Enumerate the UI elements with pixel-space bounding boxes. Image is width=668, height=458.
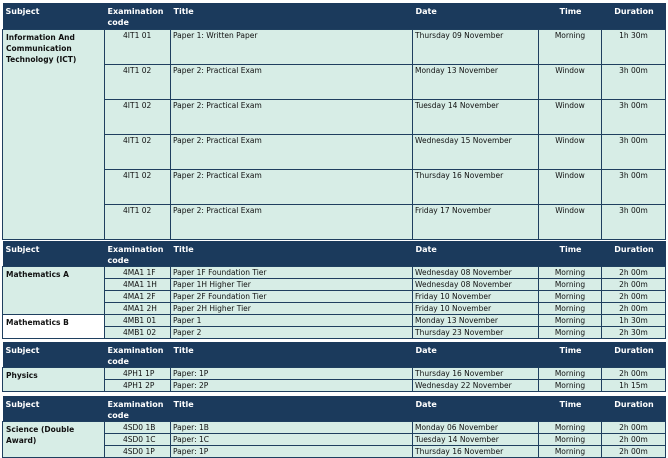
exam-code-cell: 4IT1 02: [105, 134, 171, 169]
date-cell: Wednesday 22 November: [413, 380, 539, 392]
table-row: [3, 368, 666, 380]
physics-table: [2, 342, 666, 392]
time-cell: Morning: [539, 422, 602, 434]
title-cell: Paper 2: Practical Exam: [171, 204, 413, 239]
duration-cell: 1h 30m: [602, 315, 666, 327]
date-header: Date: [413, 396, 539, 422]
date-cell: Wednesday 15 November: [413, 134, 539, 169]
duration-header: Duration: [602, 342, 666, 368]
date-header: Date: [413, 3, 539, 29]
time-cell: Morning: [539, 29, 602, 64]
date-cell: Thursday 16 November: [413, 169, 539, 204]
duration-cell: 2h 00m: [602, 279, 666, 291]
time-cell: Morning: [539, 380, 602, 392]
title-cell: Paper 2: Practical Exam: [171, 169, 413, 204]
date-cell: Thursday 09 November: [413, 29, 539, 64]
date-cell: Friday 10 November: [413, 303, 539, 315]
subject-cell: Mathematics B: [3, 315, 105, 339]
subject-cell: Mathematics A: [3, 267, 105, 315]
duration-cell: 2h 00m: [602, 368, 666, 380]
exam-code-cell: 4PH1 2P: [105, 380, 171, 392]
table-header-row: [3, 3, 666, 29]
duration-cell: 3h 00m: [602, 64, 666, 99]
date-header: Date: [413, 241, 539, 267]
exam-code-header: Examination code: [105, 342, 171, 368]
date-cell: Tuesday 14 November: [413, 434, 539, 446]
time-cell: Window: [539, 64, 602, 99]
time-cell: Window: [539, 134, 602, 169]
exam-code-cell: 4IT1 01: [105, 29, 171, 64]
title-cell: Paper 2: [171, 327, 413, 339]
table-header-row: [3, 396, 666, 422]
exam-code-cell: 4MA1 1H: [105, 279, 171, 291]
duration-cell: 1h 15m: [602, 380, 666, 392]
table-row: [3, 422, 666, 434]
duration-header: Duration: [602, 396, 666, 422]
time-cell: Morning: [539, 267, 602, 279]
exam-code-cell: 4SD0 1C: [105, 434, 171, 446]
duration-cell: 2h 00m: [602, 446, 666, 458]
table-header-row: [3, 342, 666, 368]
duration-cell: 2h 00m: [602, 267, 666, 279]
date-cell: Thursday 16 November: [413, 446, 539, 458]
duration-cell: 2h 00m: [602, 434, 666, 446]
duration-cell: 2h 00m: [602, 303, 666, 315]
subject-cell: Science (Double Award): [3, 422, 105, 458]
time-cell: Morning: [539, 315, 602, 327]
date-cell: Thursday 16 November: [413, 368, 539, 380]
exam-code-cell: 4MA1 2F: [105, 291, 171, 303]
date-cell: Tuesday 14 November: [413, 99, 539, 134]
duration-cell: 3h 00m: [602, 134, 666, 169]
exam-code-cell: 4IT1 02: [105, 99, 171, 134]
exam-code-cell: 4IT1 02: [105, 64, 171, 99]
time-header: Time: [539, 342, 602, 368]
title-cell: Paper 2: Practical Exam: [171, 64, 413, 99]
subject-header: Subject: [3, 3, 105, 29]
subject-cell: Information And Communication Technology (ICT): [3, 29, 105, 239]
date-header: Date: [413, 342, 539, 368]
exam-code-header: Examination code: [105, 396, 171, 422]
science-table: [2, 396, 666, 458]
duration-cell: 2h 30m: [602, 327, 666, 339]
subject-cell: Physics: [3, 368, 105, 392]
time-cell: Morning: [539, 279, 602, 291]
date-cell: Monday 13 November: [413, 315, 539, 327]
mathematics-table: [2, 241, 666, 339]
duration-cell: 3h 00m: [602, 99, 666, 134]
time-header: Time: [539, 241, 602, 267]
subject-header: Subject: [3, 241, 105, 267]
time-header: Time: [539, 3, 602, 29]
title-cell: Paper: 1B: [171, 422, 413, 434]
title-cell: Paper 2: Practical Exam: [171, 134, 413, 169]
title-cell: Paper 1: [171, 315, 413, 327]
table-row: [3, 29, 666, 64]
date-cell: Friday 17 November: [413, 204, 539, 239]
time-cell: Morning: [539, 434, 602, 446]
duration-cell: 3h 00m: [602, 169, 666, 204]
date-cell: Wednesday 08 November: [413, 267, 539, 279]
duration-header: Duration: [602, 241, 666, 267]
subject-header: Subject: [3, 396, 105, 422]
time-cell: Morning: [539, 446, 602, 458]
exam-code-header: Examination code: [105, 241, 171, 267]
exam-code-cell: 4IT1 02: [105, 169, 171, 204]
date-cell: Friday 10 November: [413, 291, 539, 303]
time-cell: Morning: [539, 303, 602, 315]
title-cell: Paper: 1P: [171, 368, 413, 380]
table-header-row: [3, 241, 666, 267]
exam-code-cell: 4MA1 2H: [105, 303, 171, 315]
time-cell: Window: [539, 204, 602, 239]
title-header: Title: [171, 396, 413, 422]
table-row: [3, 315, 666, 327]
date-cell: Monday 06 November: [413, 422, 539, 434]
title-cell: Paper 1H Higher Tier: [171, 279, 413, 291]
duration-cell: 2h 00m: [602, 291, 666, 303]
title-header: Title: [171, 3, 413, 29]
exam-code-cell: 4MA1 1F: [105, 267, 171, 279]
duration-cell: 3h 00m: [602, 204, 666, 239]
title-header: Title: [171, 342, 413, 368]
exam-code-cell: 4IT1 02: [105, 204, 171, 239]
ict-table: [2, 3, 666, 240]
exam-code-header: Examination code: [105, 3, 171, 29]
title-cell: Paper 1F Foundation Tier: [171, 267, 413, 279]
date-cell: Wednesday 08 November: [413, 279, 539, 291]
time-header: Time: [539, 396, 602, 422]
exam-code-cell: 4MB1 02: [105, 327, 171, 339]
time-cell: Morning: [539, 368, 602, 380]
subject-header: Subject: [3, 342, 105, 368]
title-cell: Paper 1: Written Paper: [171, 29, 413, 64]
table-row: [3, 267, 666, 279]
title-cell: Paper 2: Practical Exam: [171, 99, 413, 134]
title-cell: Paper: 1P: [171, 446, 413, 458]
title-header: Title: [171, 241, 413, 267]
date-cell: Thursday 23 November: [413, 327, 539, 339]
time-cell: Morning: [539, 327, 602, 339]
exam-code-cell: 4MB1 01: [105, 315, 171, 327]
exam-code-cell: 4PH1 1P: [105, 368, 171, 380]
title-cell: Paper: 1C: [171, 434, 413, 446]
title-cell: Paper 2H Higher Tier: [171, 303, 413, 315]
title-cell: Paper: 2P: [171, 380, 413, 392]
duration-cell: 2h 00m: [602, 422, 666, 434]
time-cell: Window: [539, 99, 602, 134]
exam-code-cell: 4SD0 1B: [105, 422, 171, 434]
title-cell: Paper 2F Foundation Tier: [171, 291, 413, 303]
duration-cell: 1h 30m: [602, 29, 666, 64]
duration-header: Duration: [602, 3, 666, 29]
time-cell: Window: [539, 169, 602, 204]
exam-code-cell: 4SD0 1P: [105, 446, 171, 458]
date-cell: Monday 13 November: [413, 64, 539, 99]
time-cell: Morning: [539, 291, 602, 303]
